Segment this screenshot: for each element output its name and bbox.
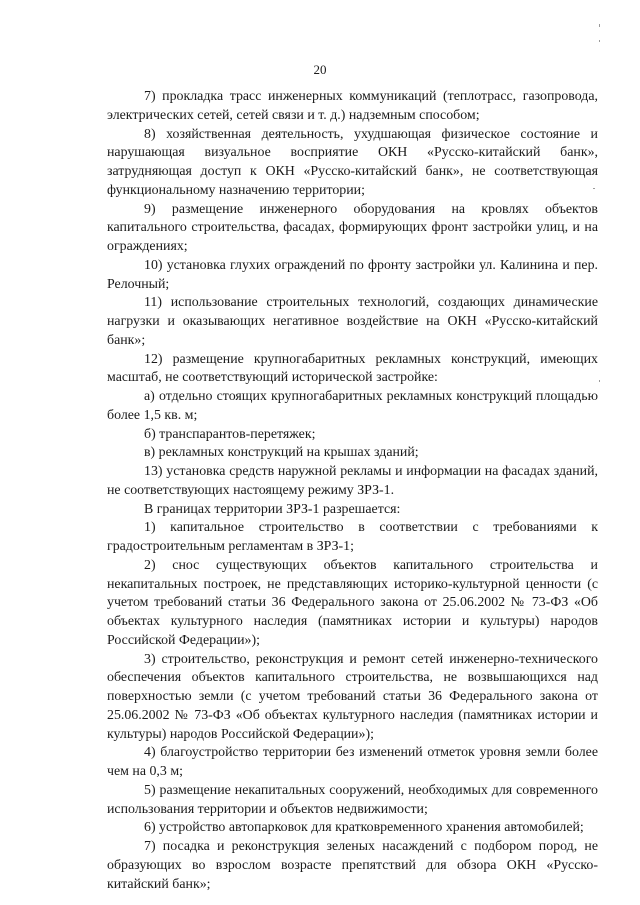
sub-list-item: в) рекламных конструкций на крышах зданий; xyxy=(144,445,419,461)
list-item: 5) размещение некапитальных сооружений, необходимых для современного использования территории и объектов недвижимости; xyxy=(107,782,598,817)
scan-mark xyxy=(599,24,600,27)
scan-mark xyxy=(593,188,595,189)
list-item: 2) снос существующих объектов капитального строительства и некапитальных построек, не представляющих историко-культурной ценности (с учетом требований статьи 36 Федерального закона от 25.06.2002 № 73-ФЗ «Об объектах культурного наследия (памятниках истории и культуры) народов Российской Федерации»); xyxy=(107,557,598,648)
list-item: 12) размещение крупногабаритных рекламных конструкций, имеющих масштаб, не соответствующий исторической застройке: xyxy=(107,351,598,386)
scan-mark xyxy=(599,40,600,42)
sub-list-item: а) отдельно стоящих крупногабаритных рекламных конструкций площадью более 1,5 кв. м; xyxy=(107,389,598,423)
list-item: 10) установка глухих ограждений по фронту застройки ул. Калинина и пер. Релочный; xyxy=(107,257,598,292)
list-item: 11) использование строительных технологий, создающих динамические нагрузки и оказывающих негативное воздействие на ОКН «Русско-китайский банк»; xyxy=(107,295,598,348)
scan-mark xyxy=(599,380,600,382)
list-item: 13) установка средств наружной рекламы и информации на фасадах зданий, не соответствующих настоящему режиму ЗРЗ-1. xyxy=(107,464,598,498)
page-number: 20 xyxy=(313,62,327,77)
section-heading: В границах территории ЗРЗ-1 разрешается: xyxy=(144,501,401,517)
sub-list-item: б) транспарантов-перетяжек; xyxy=(144,426,316,442)
list-item: 4) благоустройство территории без изменений отметок уровня земли более чем на 0,3 м; xyxy=(107,745,598,779)
list-item: 1) капитальное строительство в соответствии с требованиями к градостроительным регламентам в ЗРЗ-1; xyxy=(107,520,598,554)
list-item: 7) посадка и реконструкция зеленых насаждений с подбором пород, не образующих во взрослом возрасте препятствий для обзора ОКН «Русско-китайский банк»; xyxy=(107,839,598,892)
list-item: 7) прокладка трасс инженерных коммуникаций (теплотрасс, газопровода, электрических сетей, сетей связи и т. д.) надземным способом; xyxy=(107,89,598,123)
body-text xyxy=(107,88,598,894)
list-item: 6) устройство автопарковок для кратковременного хранения автомобилей; xyxy=(144,820,584,836)
list-item: 8) хозяйственная деятельность, ухудшающая физическое состояние и нарушающая визуальное восприятие ОКН «Русско-китайский банк», затрудняющая доступ к ОКН «Русско-китайский банк», не соответствующая функциональному назначению территории; xyxy=(107,126,598,198)
list-item: 3) строительство, реконструкция и ремонт сетей инженерно-технического обеспечения объектов капитального строительства, не возвышающихся над поверхностью земли (с учетом требований статьи 36 Федерального закона от 25.06.2002 № 73-ФЗ «Об объектах культурного наследия (памятниках истории и культуры) народов Российской Федерации»); xyxy=(107,651,598,742)
list-item: 9) размещение инженерного оборудования на кровлях объектов капитального строительства, фасадах, формирующих фронт застройки улиц, и на ограждениях; xyxy=(107,201,598,254)
